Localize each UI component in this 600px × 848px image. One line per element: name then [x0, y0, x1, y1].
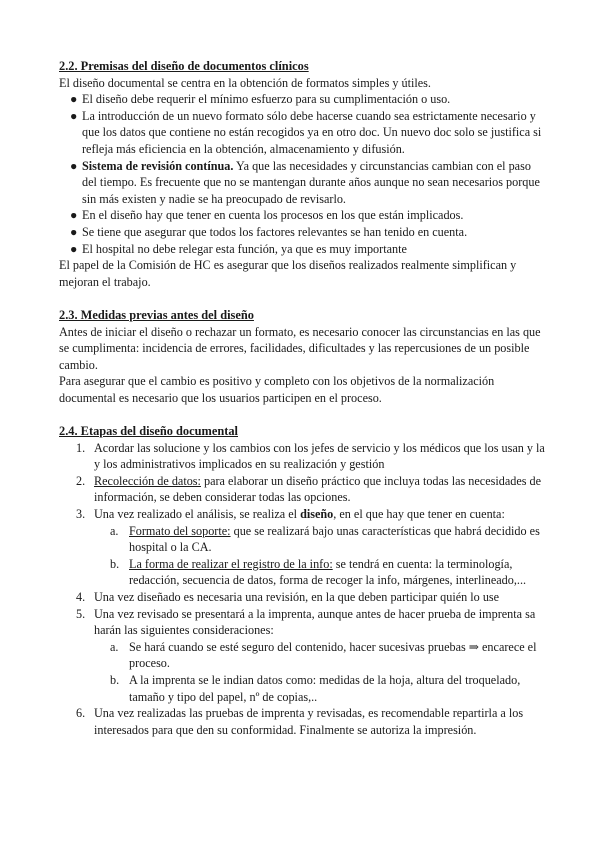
section-2-3-paragraph-1: Antes de iniciar el diseño o rechazar un formato, es necesario conocer las circunstancias en las que se cumplimenta: incidencia de errores, facilidades, dificultades y las repercusiones de un posible cambio. [59, 324, 541, 372]
bullet-item: ● Se tiene que asegurar que todos los factores relevantes se han tenido en cuenta. [70, 224, 468, 239]
underlined-term: Formato del soporte: [129, 523, 231, 538]
bullet-dot-icon: ● [70, 158, 78, 173]
underlined-term: Recolección de datos: [94, 473, 201, 488]
substep-item: a. Formato del soporte: que se realizará bajo unas características que habrá decidido es hospital o la CA. [110, 523, 540, 555]
section-2-2-heading: 2.2. Premisas del diseño de documentos clínicos [59, 59, 309, 73]
section-2-2-outro: El papel de la Comisión de HC es asegurar que los diseños realizados realmente simplifican y mejoran el trabajo. [59, 258, 517, 289]
step-item: 5. Una vez revisado se presentará a la imprenta, aunque antes de hacer prueba de imprenta sa harán las siguientes consideraciones: a. Se hará cuando se esté seguro del contenido, hacer sucesivas pruebas ⇒ encarece el proceso. b. A la imprenta se le indian datos como: medidas de la hoja, altura del troquelado, tamaño y tipo del papel, nº de copias,.. [59, 606, 545, 706]
bullet-dot-icon: ● [70, 208, 78, 223]
bullet-item: ● El diseño debe requerir el mínimo esfuerzo para su cumplimentación o uso. [70, 92, 451, 107]
section-2-4-steps [59, 440, 545, 739]
substep-item: a. Se hará cuando se esté seguro del contenido, hacer sucesivas pruebas ⇒ encarece el proceso. [110, 639, 537, 671]
bold-term: Sistema de revisión contínua. [82, 158, 234, 173]
document-page [59, 58, 545, 738]
substep-item: b. La forma de realizar el registro de la info: se tendrá en cuenta: la terminología, redacción, secuencia de datos, forma de recoger la info, márgenes, interlineado,... [110, 556, 527, 588]
bullet-dot-icon: ● [70, 92, 78, 107]
section-2-4-heading: 2.4. Etapas del diseño documental [59, 424, 238, 439]
bullet-item: ● Sistema de revisión contínua. Ya que las necesidades y circunstancias cambian con el paso del tiempo. Es frecuente que no se mantengan durante años aunque no sean necesarios porque sin más existen y nadie se ha preocupado de revisarlo. [70, 158, 540, 206]
step-item: 2. Recolección de datos: para elaborar un diseño práctico que incluya todas las necesidades de información, se deben considerar todas las opciones. [76, 473, 542, 505]
section-2-3-paragraph-2: Para asegurar que el cambio es positivo y completo con los objetivos de la normalización documental es necesario que los usuarios participen en el proceso. [59, 374, 495, 405]
section-2-2-bullets [59, 91, 545, 257]
bullet-dot-icon: ● [70, 108, 78, 123]
bullet-item: ● La introducción de un nuevo formato sólo debe hacerse cuando sea estrictamente necesario y que los datos que contiene no están recogidos ya en otro doc. Un nuevo doc solo se justifica si refleja más eficiencia en la obtención, almacenamiento y difusión. [70, 108, 542, 156]
bullet-dot-icon: ● [70, 224, 78, 239]
step-item: 6. Una vez realizadas las pruebas de imprenta y revisadas, es recomendable repartirla a los interesados para que den su conformidad. Finalmente se autoriza la impresión. [76, 706, 524, 737]
section-2-2-intro: El diseño documental se centra en la obtención de formatos simples y útiles. [59, 75, 431, 90]
step-item: 3. Una vez realizado el análisis, se realiza el diseño, en el que hay que tener en cuenta: a. Formato del soporte: que se realizará bajo unas características que habrá decidido es hospital o la CA. b. La forma de realizar el registro de la info: se tendrá en cuenta: la terminología, redacción, secuencia de datos, forma de recoger la info, márgenes, interlineado,... [59, 506, 545, 589]
bullet-item: ● El hospital no debe relegar esta función, ya que es muy importante [70, 241, 407, 256]
section-2-3-heading: 2.3. Medidas previas antes del diseño [59, 307, 254, 322]
step-item: 4. Una vez diseñado es necesaria una revisión, en la que deben participar quién lo use [76, 590, 500, 604]
step-3-substeps [94, 523, 545, 589]
bullet-item: ● En el diseño hay que tener en cuenta los procesos en los que están implicados. [70, 208, 464, 223]
bullet-dot-icon: ● [70, 241, 78, 256]
step-item: 1. Acordar las solucione y los cambios con los jefes de servicio y los médicos que los usan y la y los administrativos implicados en su realización y gestión [76, 440, 545, 472]
substep-item: b. A la imprenta se le indian datos como: medidas de la hoja, altura del troquelado, tamaño y tipo del papel, nº de copias,.. [110, 672, 521, 704]
bold-term: diseño [300, 507, 334, 522]
step-5-substeps [94, 639, 545, 705]
underlined-term: La forma de realizar el registro de la info: [129, 556, 333, 571]
